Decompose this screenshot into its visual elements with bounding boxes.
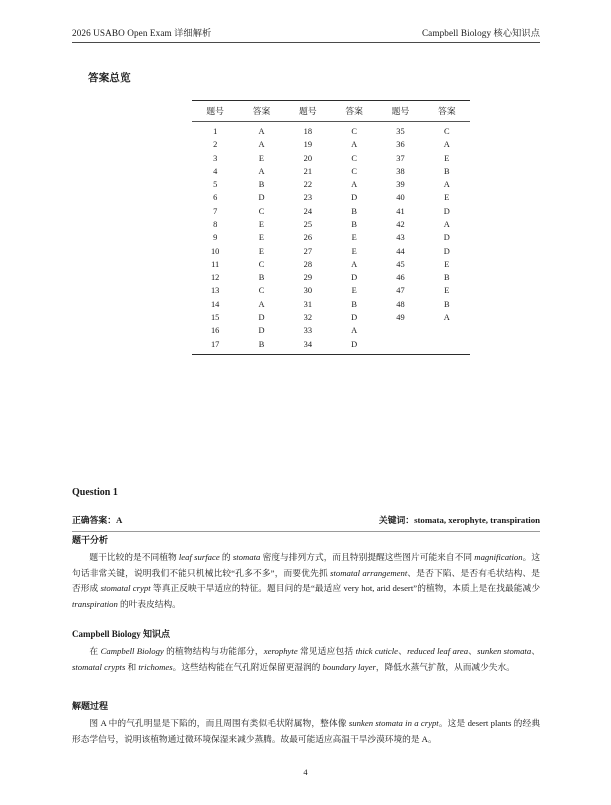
correct-answer-label: 正确答案：A xyxy=(72,515,123,525)
table-body xyxy=(192,122,470,355)
table-cell: B xyxy=(258,339,265,349)
table-row xyxy=(192,337,470,354)
table-cell: D xyxy=(443,206,450,216)
table-cell: 18 xyxy=(303,127,312,136)
question-answer-keyword-row xyxy=(72,513,540,532)
table-cell: 26 xyxy=(303,233,312,243)
table-cell: D xyxy=(258,312,265,322)
table-cell: A xyxy=(258,166,265,176)
table-cell: B xyxy=(351,299,357,309)
table-row xyxy=(192,324,470,337)
table-cell: 6 xyxy=(213,193,218,203)
table-cell: 24 xyxy=(303,206,312,216)
running-header xyxy=(72,25,540,43)
table-cell: C xyxy=(258,286,265,296)
table-cell xyxy=(377,324,423,337)
table-cell: D xyxy=(443,233,450,243)
table-cell: E xyxy=(351,233,357,243)
table-row xyxy=(192,311,470,324)
table-cell: 35 xyxy=(396,127,405,136)
subsection-heading-campbell-knowledge: Campbell Biology 知识点 xyxy=(72,629,171,639)
table-cell: 29 xyxy=(303,273,312,283)
table-cell: 48 xyxy=(396,299,405,309)
table-cell: 7 xyxy=(213,206,218,216)
table-cell: B xyxy=(258,180,265,190)
table-cell: 20 xyxy=(303,153,312,163)
keywords-label: 关键词：stomata, xerophyte, transpiration xyxy=(378,515,540,525)
table-cell xyxy=(424,337,470,354)
table-cell: E xyxy=(258,153,265,163)
table-cell: 9 xyxy=(213,233,218,243)
table-cell: 2 xyxy=(213,140,218,150)
table-cell: C xyxy=(258,206,265,216)
table-cell: A xyxy=(351,326,358,336)
table-cell: B xyxy=(351,206,357,216)
table-cell: B xyxy=(444,299,450,309)
header-left-title: 2026 USABO Open Exam 详细解析 xyxy=(72,28,212,38)
table-cell: 4 xyxy=(213,166,218,176)
column-header: 答案 xyxy=(345,106,363,116)
table-cell: D xyxy=(258,326,265,336)
table-cell: E xyxy=(444,286,450,296)
table-cell: C xyxy=(444,127,450,136)
table-cell: 1 xyxy=(213,127,218,136)
table-cell: D xyxy=(351,339,358,349)
table-row xyxy=(192,138,470,151)
table-cell: 32 xyxy=(303,312,312,322)
table-cell: 43 xyxy=(396,233,405,243)
page-number: 4 xyxy=(303,768,308,777)
table-cell xyxy=(424,324,470,337)
table-cell: 11 xyxy=(211,259,220,269)
paragraph-campbell-knowledge: 在 Campbell Biology 的植物结构与功能部分，xerophyte 常见适应包括 thick cuticle、reduced leaf area、sunken stomata、stomatal crypts 和 trichomes。这些结构能在气孔附近保留更湿润的 boundary layer，降低水蒸气扩散，从而减少失水。 xyxy=(72,646,541,672)
section-title-answer-overview: 答案总览 xyxy=(88,73,131,84)
table-cell: C xyxy=(258,259,265,269)
table-cell: 30 xyxy=(303,286,312,296)
table-cell: 49 xyxy=(396,312,405,322)
table-row xyxy=(192,244,470,257)
subsection-heading-stem-analysis: 题干分析 xyxy=(72,535,109,545)
table-row xyxy=(192,298,470,311)
column-header: 答案 xyxy=(252,106,271,116)
table-cell: 17 xyxy=(210,339,220,349)
table-cell xyxy=(377,337,423,354)
table-cell: E xyxy=(444,259,450,269)
table-cell: C xyxy=(351,127,357,136)
table-cell: 25 xyxy=(303,219,312,229)
table-cell: A xyxy=(443,219,450,229)
table-cell: D xyxy=(351,312,358,322)
table-cell: E xyxy=(258,246,265,256)
table-cell: C xyxy=(351,153,357,163)
table-cell: A xyxy=(351,180,358,190)
table-cell: 41 xyxy=(396,206,405,216)
table-cell: 45 xyxy=(396,259,405,269)
answer-overview-table xyxy=(192,100,470,355)
table-cell: 19 xyxy=(303,140,312,150)
table-cell: B xyxy=(351,219,357,229)
table-header-row xyxy=(192,101,470,122)
table-cell: A xyxy=(258,127,265,136)
table-cell: 27 xyxy=(303,246,312,256)
table-cell: 42 xyxy=(396,219,405,229)
table-cell: 44 xyxy=(396,246,405,256)
column-header: 答案 xyxy=(438,106,456,116)
column-header: 题号 xyxy=(206,106,224,116)
table-cell: A xyxy=(351,259,358,269)
table-cell: A xyxy=(443,312,450,322)
table-cell: D xyxy=(351,273,358,283)
table-cell: 28 xyxy=(303,259,312,269)
table-cell: 15 xyxy=(210,312,220,322)
table-cell: 12 xyxy=(210,273,220,283)
table-cell: D xyxy=(443,246,450,256)
table-cell: 39 xyxy=(396,180,405,190)
table-cell: D xyxy=(351,193,358,203)
column-header: 题号 xyxy=(391,106,410,116)
table-cell: 21 xyxy=(303,166,312,176)
table-cell: A xyxy=(443,140,450,150)
table-row xyxy=(192,205,470,218)
table-cell: 16 xyxy=(210,326,220,336)
table-cell: 10 xyxy=(210,246,220,256)
table-row xyxy=(192,178,470,191)
table-cell: B xyxy=(444,166,450,176)
table-cell: 34 xyxy=(303,339,312,349)
paragraph-solution-process: 图 A 中的气孔明显是下陷的，而且周围有类似毛状附属物，整体像 sunken stomata in a crypt。这是 desert plants 的经典形态学信号，说明该植物通过微环境保湿来减少蒸腾。故最可能适应高温干旱沙漠环境的是 A。 xyxy=(72,718,541,744)
table-row xyxy=(192,284,470,297)
table-cell: 22 xyxy=(303,180,312,190)
question-heading: Question 1 xyxy=(72,487,118,498)
table-cell: 23 xyxy=(303,193,312,203)
table-cell: A xyxy=(351,140,358,150)
table-cell: E xyxy=(444,193,450,203)
table-cell: E xyxy=(351,286,357,296)
table-cell: 46 xyxy=(396,273,405,283)
table-cell: 33 xyxy=(303,326,312,336)
table-cell: E xyxy=(351,246,357,256)
answer-overview-table-wrapper xyxy=(192,100,470,355)
header-right-title: Campbell Biology 核心知识点 xyxy=(421,28,540,38)
table-cell: C xyxy=(351,166,357,176)
table-cell: B xyxy=(258,273,265,283)
table-cell: E xyxy=(258,233,265,243)
table-cell: A xyxy=(443,180,450,190)
table-cell: B xyxy=(444,273,450,283)
table-row xyxy=(192,231,470,244)
table-cell: E xyxy=(444,153,450,163)
table-row xyxy=(192,218,470,231)
table-cell: E xyxy=(258,219,265,229)
table-cell: 38 xyxy=(396,166,405,176)
table-cell: 37 xyxy=(396,153,405,163)
table-cell: 3 xyxy=(213,153,218,163)
table-row xyxy=(192,271,470,284)
table-cell: A xyxy=(258,140,265,150)
table-cell: 5 xyxy=(213,180,218,190)
table-cell: 40 xyxy=(396,193,405,203)
table-row xyxy=(192,191,470,204)
table-cell: 47 xyxy=(396,286,405,296)
table-cell: 31 xyxy=(303,299,312,309)
table-cell: A xyxy=(258,299,265,309)
table-cell: 36 xyxy=(396,140,405,150)
table-row xyxy=(192,165,470,178)
table-cell: 8 xyxy=(213,219,218,229)
table-row xyxy=(192,151,470,164)
table-cell: 13 xyxy=(210,286,220,296)
paragraph-stem-analysis: 题干比较的是不同植物 leaf surface 的 stomata 密度与排列方式，而且特别提醒这些图片可能来自不同 magnification。这句话非常关键，说明我们不能只机械比较“孔多不多”，而要优先抓 stomatal arrangement、是否下陷、是否有毛状结构、是否形成 stomatal crypt 等真正反映干旱适应的特征。题目问的是“最适应 very hot, arid desert”的植物，本质上是在找最能减少 transpiration 的叶表皮结构。 xyxy=(72,552,541,609)
subsection-heading-solution-process: 解题过程 xyxy=(72,701,109,711)
table-cell: D xyxy=(258,193,265,203)
table-cell: 14 xyxy=(210,299,220,309)
column-header: 题号 xyxy=(299,106,317,116)
table-row xyxy=(192,122,470,139)
table-row xyxy=(192,258,470,271)
